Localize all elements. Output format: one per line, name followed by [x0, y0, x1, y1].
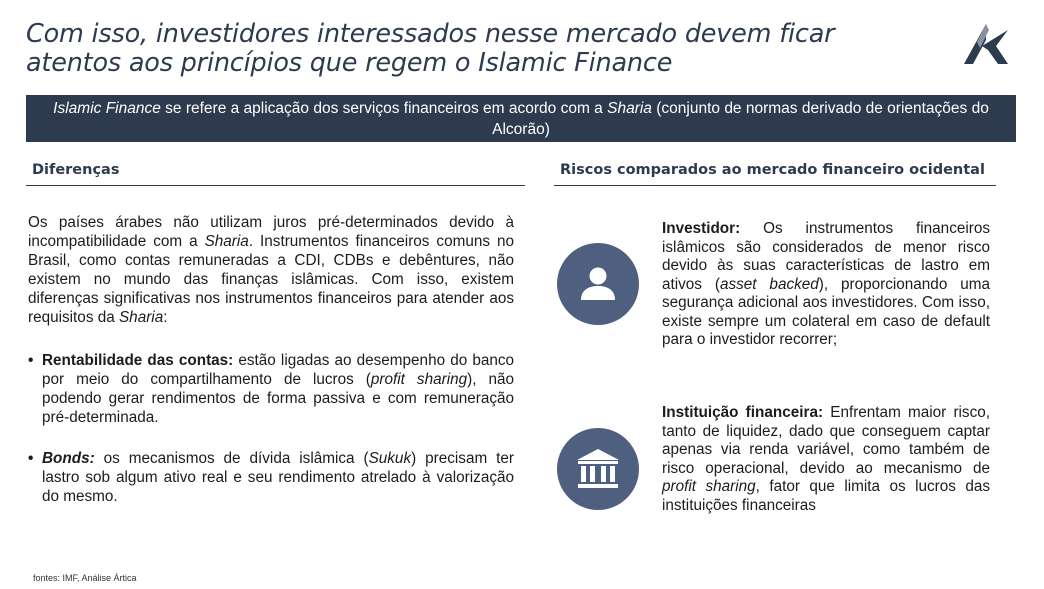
risk-institution [662, 404, 990, 515]
definition-banner [26, 95, 1016, 142]
page-title: Com isso, investidores interessados nesse mercado devem ficar atentos aos princípios que regem o Islamic Finance [26, 19, 835, 78]
differences-intro [28, 213, 514, 327]
risk-text: Enfrentam maior risco, tanto de liquidez, dado que conseguem captar apenas via renda variável, como também de risco operacional, devido ao mecanismo de [662, 404, 990, 477]
bullet-text: estão ligadas ao desempenho do banco por meio do compartilhamento de lucros ( [42, 352, 514, 388]
banner-text: se refere a aplicação dos serviços financeiros em acordo com a [160, 100, 608, 117]
risk-text: Os instrumentos financeiros islâmicos são considerados de menor risco devido às suas características de lastro em ativos ( [662, 220, 990, 293]
bank-icon [557, 428, 639, 510]
risk-term: asset backed [719, 275, 819, 293]
intro-term-sharia: Sharia [204, 233, 249, 250]
risk-term: profit sharing [662, 478, 756, 495]
brand-logo [960, 22, 1012, 66]
intro-term-sharia-2: Sharia [118, 309, 164, 326]
bullet-term: profit sharing [370, 371, 468, 388]
risk-text-end: ), proporcionando uma segurança adicional aos investidores. Com isso, existe sempre um colateral em caso de default para o investidor recorrer; [662, 275, 990, 348]
bullet-term: Sukuk [368, 450, 412, 467]
bullet-account-returns [28, 351, 514, 427]
risk-text-end: , fator que limita os lucros das instituições financeiras [662, 478, 990, 514]
bullet-text: os mecanismos de dívida islâmica ( [94, 450, 369, 467]
user-icon [557, 243, 639, 325]
bullet-bonds [28, 449, 514, 506]
bullet-text-end: ), não podendo gerar rendimentos de forma passiva e com remuneração pré-determinada. [42, 371, 514, 426]
bullet-label: Bonds: [42, 450, 95, 467]
banner-text-end: (conjunto de normas derivado de orientações do Alcorão) [492, 100, 989, 138]
banner-term-sharia: Sharia [607, 100, 652, 117]
bullet-label: Rentabilidade das contas: [42, 352, 234, 369]
section-heading-differences: Diferenças [26, 162, 525, 186]
intro-text-3: : [163, 309, 168, 326]
intro-text-2: . Instrumentos financeiros comuns no Brasil, como contas remuneradas a CDI, CDBs e debêntures, não existem no mundo das finanças islâmicas. Com isso, existem diferenças significativas nos instrumentos financeiros para atender aos requisitos da [28, 233, 514, 326]
banner-term-islamic-finance: Islamic Finance [53, 100, 161, 117]
risk-label: Investidor: [662, 220, 741, 237]
bullet-text-end: ) precisam ter lastro sob algum ativo real e seu rendimento atrelado à valorização do mesmo. [42, 450, 514, 505]
intro-text-1: Os países árabes não utilizam juros pré-determinados devido à incompatibilidade com a [28, 214, 514, 250]
section-heading-risks: Riscos comparados ao mercado financeiro ocidental [554, 162, 996, 186]
sources-footnote: fontes: IMF, Análise Ártica [33, 573, 137, 583]
risk-label: Instituição financeira: [662, 404, 824, 421]
risk-investor [662, 220, 990, 350]
